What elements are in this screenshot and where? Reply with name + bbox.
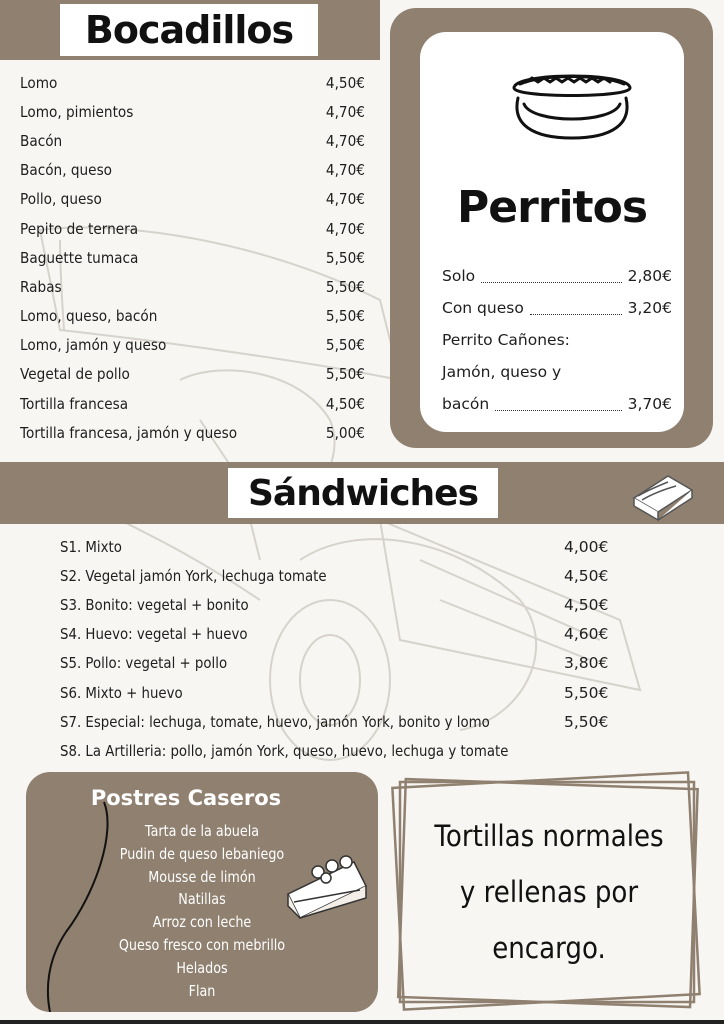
bottom-divider (0, 1020, 724, 1024)
list-item: Lomo, queso, bacón 5,50€ (20, 307, 365, 326)
list-item: Solo 2,80€ (442, 267, 672, 285)
bocadillos-title-box (60, 4, 318, 56)
list-item: Helados (176, 958, 228, 977)
list-item: Lomo, pimientos 4,70€ (20, 102, 365, 121)
list-item: Pollo, queso 4,70€ (20, 190, 365, 209)
sandwich-icon (628, 468, 698, 522)
list-item: Con queso 3,20€ (442, 299, 672, 317)
perritos-title: Perritos (456, 182, 648, 233)
list-item: Lomo 4,50€ (20, 73, 365, 92)
list-item: S7. Especial: lechuga, tomate, huevo, jamón York, bonito y lomo 5,50€ (60, 712, 609, 731)
tortillas-note-line: Tortillas normales (434, 819, 664, 853)
list-item: Natillas (178, 890, 226, 909)
perritos-panel (390, 8, 713, 448)
sandwiches-title: Sándwiches (247, 472, 479, 514)
list-item: Tarta de la abuela (144, 822, 260, 840)
list-item: Lomo, jamón y queso 5,50€ (20, 336, 365, 355)
list-item: S5. Pollo: vegetal + pollo 3,80€ (60, 654, 609, 673)
postres-panel (26, 772, 378, 1012)
list-item: Perrito Cañones: (442, 331, 570, 349)
list-item: S6. Mixto + huevo 5,50€ (60, 683, 609, 702)
list-item: S2. Vegetal jamón York, lechuga tomate 4,50€ (60, 566, 609, 585)
bocadillos-title: Bocadillos (84, 8, 294, 52)
list-item: Bacón 4,70€ (20, 131, 365, 150)
list-item: Arroz con leche (152, 913, 252, 932)
list-item: Pudin de queso lebaniego (119, 844, 285, 863)
list-item: Baguette tumaca 5,50€ (20, 248, 365, 267)
tortillas-note-line: y rellenas por (459, 875, 639, 909)
list-item: Vegetal de pollo 5,50€ (20, 365, 365, 384)
hotdog-icon (502, 54, 642, 144)
list-item: bacón 3,70€ (442, 395, 672, 413)
perritos-list (442, 260, 672, 420)
bocadillos-header-band (0, 0, 380, 60)
list-item: S8. La Artilleria: pollo, jamón York, queso, huevo, lechuga y tomate (60, 741, 509, 760)
list-item: S4. Huevo: vegetal + huevo 4,60€ (60, 625, 609, 644)
sandwiches-list (60, 532, 620, 766)
list-item: Tortilla francesa, jamón y queso 5,00€ (20, 423, 365, 442)
tortillas-note (419, 808, 680, 976)
postres-list (102, 822, 302, 1004)
tortillas-note-line: encargo. (492, 931, 606, 965)
list-item: Jamón, queso y (442, 363, 562, 381)
list-item: S3. Bonito: vegetal + bonito 4,50€ (60, 595, 609, 614)
list-item: Rabas 5,50€ (20, 277, 365, 296)
list-item: Flan (188, 981, 216, 1000)
cake-icon (284, 850, 370, 926)
sandwiches-header-band (0, 462, 724, 524)
list-item: Mousse de limón (148, 867, 256, 886)
bocadillos-list (20, 68, 365, 447)
list-item: S1. Mixto 4,00€ (60, 537, 609, 556)
list-item: Pepito de ternera 4,70€ (20, 219, 365, 238)
sandwiches-title-box (228, 468, 498, 518)
list-item: Queso fresco con mebrillo (118, 935, 286, 954)
perritos-card (420, 32, 684, 432)
list-item: Tortilla francesa 4,50€ (20, 394, 365, 413)
list-item: Bacón, queso 4,70€ (20, 161, 365, 180)
postres-title: Postres Caseros (90, 786, 282, 810)
